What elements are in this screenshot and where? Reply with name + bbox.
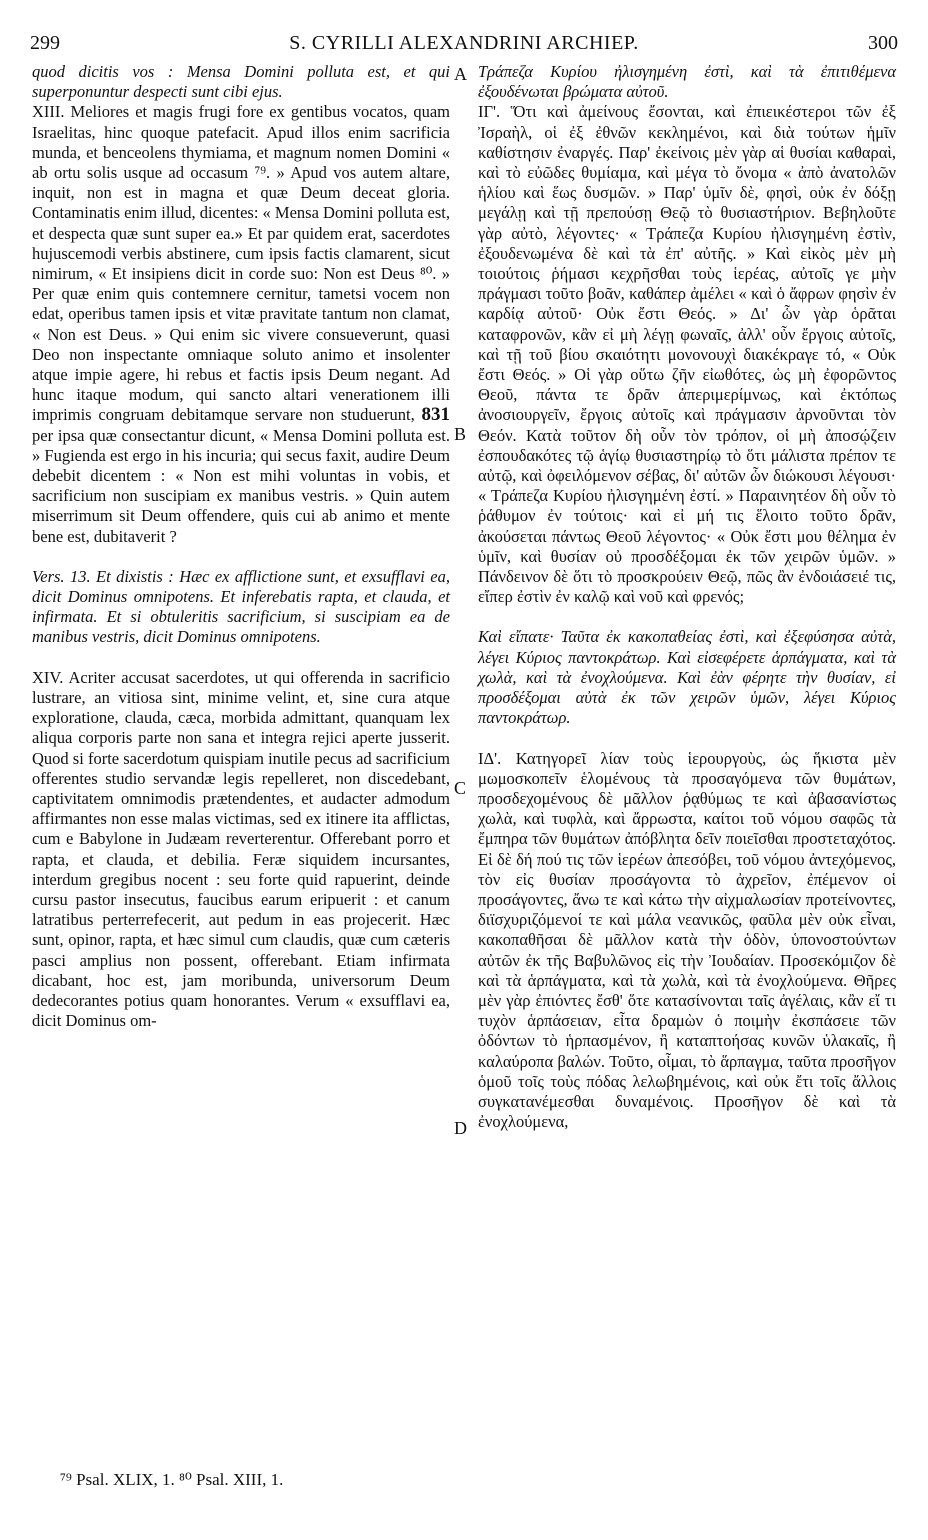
latin-column [32,62,450,1031]
spacer [32,547,450,567]
latin-section-xiii-text: XIII. Meliores et magis frugi fore ex gentibus vocatos, quam Israelitas, hinc quoque patefacit. Apud illos enim sacrificia munda, et benceolens thymiama, et magnum nomen Domini « ab ortu solis usque ad occasum ⁷⁹. » Apud vos autem altare, inquit, non est in magna et quæ Deum deceat gloria. Contaminatis enim illud, dicentes: « Mensa Domini polluta est, et despecta quæ sunt super ea.» Et par quidem erat, sacerdotes hujuscemodi verbis abstinere, cum ipsis factis clamarent, sicut nimirum, « Et insipiens dicit in corde suo: Non est Deus ⁸⁰. » Per quæ enim quis contemnere cernitur, tametsi vocem non edat, operibus tamen ipsis et vitæ pravitate tantum non clamat, « Non est Deus. » Qui enim sic vivere consueverunt, quasi Deo non inspectante omniaque soluto animo et insolenter atque impie agere, hi rebus et factis ipsis Deum negant. Ad hunc itaque modum, qui sancto altari venerationem illi imprimis congruam debitamque servare non studuerunt, [32,102,450,425]
greek-verse-13: Καὶ εἴπατε· Ταῦτα ἐκ κακοπαθείας ἐστὶ, καὶ ἐξεφύσησα αὐτὰ, λέγει Κύριος παντοκράτωρ. Καὶ εἰσεφέρετε ἁρπάγματα, καὶ τὰ χωλὰ, καὶ τὰ ἐνοχλούμενα. Καὶ ἐὰν φέρητε τὴν θυσίαν, εἰ προσδέξομαι αὐτὰ ἐκ τῶν χειρῶν ὑμῶν, λέγει Κύριος παντοκράτωρ. [478,627,896,728]
greek-verse-continuation: Τράπεζα Κυρίου ἠλισγημένη ἐστὶ, καὶ τὰ ἐπιτιθέμενα ἐξουδένωται βρώματα αὐτοῦ. [478,62,896,102]
latin-section-xiv: XIV. Acriter accusat sacerdotes, ut qui offerenda in sacrificio lustrare, an vitiosa sint, minime velint, et, sine cura atque exploratione, clauda, cæca, morbida admittant, quanquam lex aliqua corporis parte non sana et integra rejici aperte jusserit. Quod si forte sacerdotum quispiam inutile pecus ad sacrificium offerentes studio servandæ legis repelleret, non discedebant, captivitatem omnimodis prætendentes, et audacter admodum affirmantes non esse malas victimas, sed ex itinere ita afflictas, cum e Babylone in Judæam reverterentur. Offerebant porro et rapta, et clauda, et debilia. Feræ siquidem incursantes, interdum gregibus nocent : seu forte quid rapuerint, deinde cursu pastor insecutus, faucibus earum eripuerit : et canum latratibus perterrefecerit, aut pedum in eas projecerit. Hæc sunt, opinor, rapta, et hæc simul cum claudis, quæ cum cæteris pasci amplius non possent, offerebant. Etiam infirmata dicabant, hoc est, jam moribunda, universorum Deum dedecorantes potius quam honorantes. Verum « exsufflavi ea, dicit Dominus om- [32,667,450,1031]
margin-letter-a: A [454,64,467,84]
running-title: S. CYRILLI ALEXANDRINI ARCHIEP. [289,32,639,54]
spacer [32,648,450,668]
page-number-left: 299 [30,32,60,54]
latin-verse-13: Vers. 13. Et dixistis : Hæc ex afflictione sunt, et exsufflavi ea, dicit Dominus omnipotens. Et inferebatis rapta, et clauda, et infirmata. Et si obtuleritis sacrificium, si suscipiam ea de manibus vestris, dicit Dominus omnipotens. [32,566,450,647]
margin-letter-c: C [454,778,467,798]
page-number-right: 300 [868,32,898,54]
greek-column [478,62,896,1132]
latin-section-xiii-text-cont: per ipsa quæ consectantur dicunt, « Mensa Domini polluta est. » Fugienda est ergo in his incuria; qui secus faxit, audire Deum debebit dicentem : « Non est mihi voluntas in vobis, et sacrificium non suscipiam ex manibus vestris. » Quin autem miserrimum sit Deum offendere, quis cui ab animo et mente bene est, dubitaverit ? [32,425,450,546]
margin-letter-b: B [454,424,467,444]
column-number: 831 [421,404,451,426]
spacer [478,607,896,627]
page-header [30,32,898,56]
latin-section-xiii [32,102,450,546]
footnotes: ⁷⁹ Psal. XLIX, 1. ⁸⁰ Psal. XIII, 1. [60,1470,284,1489]
spacer [478,729,896,749]
margin-letter-d: D [454,1118,467,1138]
greek-section-14: ΙΔ'. Κατηγορεῖ λίαν τοὺς ἱερουργοὺς, ὡς ἥκιστα μὲν μωμοσκοπεῖν ἑλομένους τὰ προσαγόμενα τῶν θυμάτων, προσδεχομένους δὲ μᾶλλον ῥᾳθύμως τε καὶ ἀβασανίστως χωλὰ, καὶ τυφλὰ, καὶ ἄρρωστα, καίτοι τοῦ νόμου σαφῶς τὰ ἔμπηρα τῶν θυμάτων ἀπόβλητα δεῖν ποιεῖσθαι προστεταχότος. Εἰ δὲ δή πού τις τῶν ἱερέων ἀπεσόβει, τοῦ νόμου ἀντεχόμενος, τὸν εἰς θυσίαν προσάγοντα τὸ ἀχρεῖον, ἐπέμενον οἱ προσάγοντες, ἄνω τε καὶ κάτω τὴν αἰχμαλωσίαν προτείνοντες, διϊσχυριζόμενοί τε καὶ μάλα νεανικῶς, φαῦλα μὲν οὐκ εἶναι, κακοπαθῆσαι δὲ μᾶλλον κατὰ τὴν ὁδὸν, ὑπονοστούντων αὐτῶν ἐκ τῆς Βαβυλῶνος εἰς τὴν Ἰουδαίαν. Προσεκόμιζον δὲ καὶ τὰ ἁρπάγματα, καὶ τὰ χωλὰ, καὶ τὰ ἐνοχλούμενα. Θῆρες μὲν γὰρ ἐπιόντες ἔσθ' ὅτε κατασίνονται ταῖς ἀγέλαις, κἂν εἴ τι τυχὸν ἁρπάσειαν, εἶτα δραμὼν ὁ ποιμὴν ἐκσπάσειε τῶν ὀδόντων τὸ ἡρπασμένον, ἢ καταπτοήσας κυνῶν ὑλακαῖς, ἢ καλαύροπα βαλών. Τοῦτο, οἶμαι, τὸ ἅρπαγμα, ταῦτα προσῆγον ὁμοῦ τοῖς τοὺς πόδας λελωβημένοις, καὶ οὐκ ἔτι τοῖς ἄλλοις συγκατανέμεσθαι δυναμένοις. Προσῆγον δὲ καὶ τὰ ἐνοχλούμενα, [478,748,896,1132]
latin-verse-continuation: quod dicitis vos : Mensa Domini polluta est, et qui superponuntur despecti sunt cibi ejus. [32,62,450,102]
greek-section-13: ΙΓ'. Ὅτι καὶ ἀμείνους ἔσονται, καὶ ἐπιεικέστεροι τῶν ἐξ Ἰσραὴλ, οἱ ἐξ ἐθνῶν κεκλημένοι, καὶ διὰ τούτων ἡμῖν καθίστησιν ἐναργές. Παρ' ἐκείνοις μὲν γὰρ αἱ θυσίαι καθαραὶ, καὶ τὸ εὐῶδες θυμίαμα, καὶ μέγα τὸ ὄνομα « ἀπὸ ἀνατολῶν ἡλίου καὶ ἕως δυσμῶν. » Παρ' ὑμῖν δὲ, φησὶ, οὐκ ἐν δόξῃ μεγάλῃ καὶ τῇ πρεπούσῃ Θεῷ τὸ θυσιαστήριον. Βεβηλοῦτε γὰρ αὐτὸ, λέγοντες· « Τράπεζα Κυρίου ἠλισγημένη ἐστὶν, ἐξουδενωμένα δὲ καὶ τὰ ἐπ' αὐτῆς. » Καὶ εἰκὸς μὲν μὴ τοιούτοις ῥήμασι κεχρῆσθαι τοὺς ἱερέας, αὐτοῖς γε μὴν πράγμασι τοῦτο βοᾶν, καθάπερ ἀμέλει « καὶ ὁ ἄφρων φησὶν ἐν καρδίᾳ αὐτοῦ· Οὐκ ἔστι Θεός. » Δι' ὧν γὰρ ὁρᾶται καταφρονῶν, κἂν εἰ μὴ λέγῃ φωναῖς, ἀλλ' οὖν ἔργοις αὐτοῖς, καὶ τῇ τοῦ βίου σκαιότητι μονονουχὶ διακέκραγε τό, « Οὐκ ἔστι Θεός. » Οἱ γὰρ οὕτω ζῆν εἰωθότες, ὡς μὴ ἐφορῶντος Θεοῦ, πάντα τε δρᾶν ἀπεριμερίμνως, καὶ ἐκτόπως ἀνοσιουργεῖν, ἔργοις αὐτοῖς καὶ πράγμασιν ἀρνοῦνται τὸν Θεόν. Κατὰ τοῦτον δὴ οὖν τὸν τρόπον, οἱ μὴ ἀποσῴζειν ἐσπουδακότες τῷ ἁγίῳ θυσιαστηρίῳ τὸ ὅτι μάλιστα πρέπον τε αὐτῷ, καὶ ὀφειλόμενον σέβας, δι' αὐτῶν ὧν διώκουσι λέγουσι· « Τράπεζα Κυρίου ἠλισγημένη ἐστί. » Παραινητέον δὴ οὖν τὸ ῥάθυμον ἐν τούτοις· καὶ εἰ μή τις ἕλοιτο τοῦτο δρᾶν, ἀκούσεται πάντως Θεοῦ λέγοντος· « Οὐκ ἔστι μου θέλημα ἐν ὑμῖν, καὶ θυσίαν οὐ προσδέξομαι ἐκ τῶν χειρῶν ὑμῶν. » Πάνδεινον δὲ ὅτι τὸ προσκρούειν Θεῷ, πῶς ἂν ἐνδοιάσειέ τις, εἴπερ ἐστὶν ἐν καλῷ καὶ νοῦ καὶ φρενός; [478,102,896,607]
